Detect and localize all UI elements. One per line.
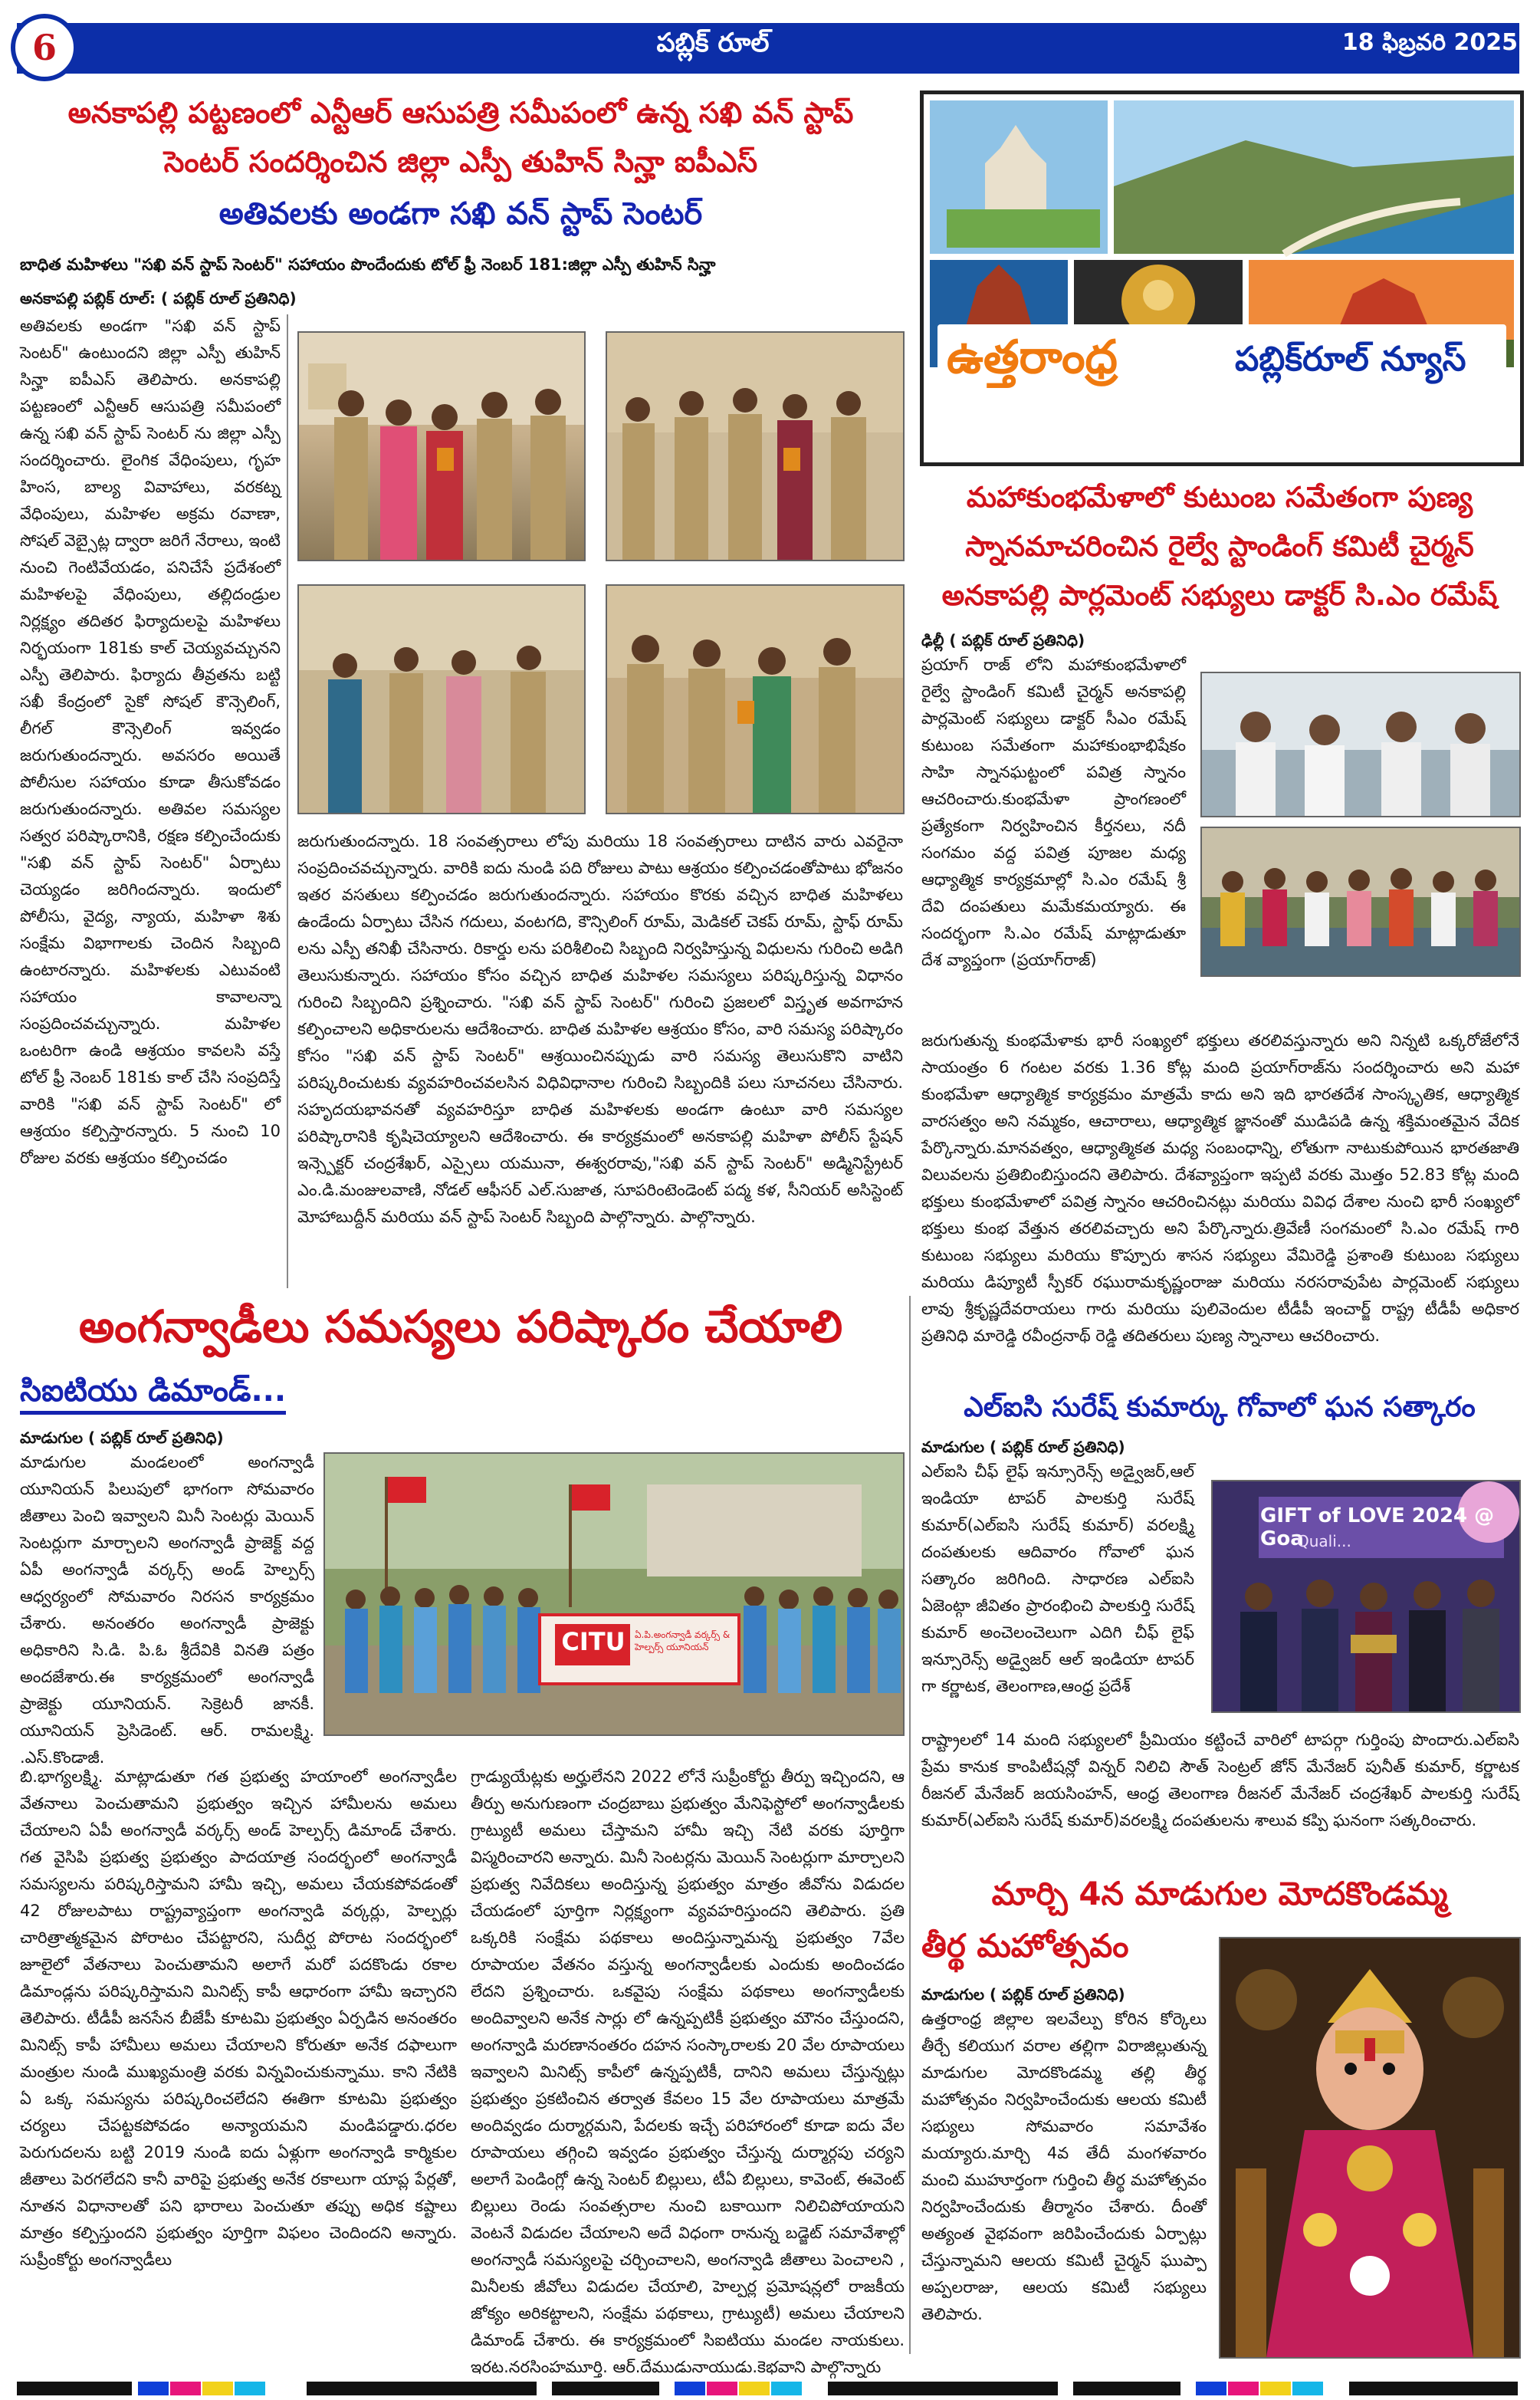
story3-dateline: మాడుగుల ( పబ్లిక్ రూల్ ప్రతినిధి) [20,1428,224,1447]
story1-photo-3 [297,584,586,814]
issue-date: 18 ఫిబ్రవరి 2025 [1341,29,1518,56]
footer-strip [1349,2382,1518,2395]
story3-column-right [471,1764,905,2376]
column-rule [287,314,288,1288]
story3-photo-protest [323,1452,905,1736]
story5-text: ఉత్తరాంధ్ర జిల్లాల ఇలవేల్పు కోరిన కోర్కెలు తీర్చే కలియుగ వరాల తల్లిగా విరాజిల్లుతున్న మాడుగుల మోదకొండమ్మ తల్లి తీర్థ మహోత్సవం నిర్వహించేందుకు ఆలయ కమిటీ సభ్యులు సోమవారం సమావేశం మయ్యారు.మార్చి 4వ తేదీ మంగళవారం మంచి ముహూర్తంగా గుర్తించి తీర్థ మహోత్సవం నిర్వహించేందుకు తీర్మానం చేశారు. దీంతో అత్యంత వైభవంగా జరిపించేందుకు ఏర్పాట్లు చేస్తున్నామని ఆలయ కమిటీ చైర్మన్ ఘుప్పా అప్పలరాజు, ఆలయ కమిటీ సభ్యులు తెలిపారు. [921,2010,1207,2323]
footer-strip [771,2382,802,2395]
goddess-idol-illustration [1220,1938,1519,2357]
story2-photo-1 [1200,672,1521,817]
story2-column-full [921,1027,1519,1365]
uttarandhra-brand-colored: ఉత్తరాంధ్ర [947,330,1118,384]
anganwadi-protest-illustration [325,1454,903,1734]
citu-banner-subtitle: ఏ.పి.అంగన్వాడీ వర్కర్స్ & హెల్పర్స్ యూనియన్ [635,1629,731,1652]
page-number: 6 [11,14,78,81]
story4-headline: ఎల్ఐసి సురేష్ కుమార్కు గోవాలో ఘన సత్కారం [964,1392,1476,1423]
citu-banner-title: CITU [561,1627,626,1656]
story3-text-right: గ్రాడ్యుయేట్లకు అర్హులేనని 2022 లోనే సుప్రీంకోర్టు తీర్పు ఇచ్చిందని, ఆ తీర్పు అనుగుణంగా చంద్రబాబు ప్రభుత్వం మేనిఫెస్టోలో అంగన్వాడీలకు గ్రాట్యుటీ అమలు చేస్తామని హామీ ఇచ్చి నేటి వరకు పూర్తిగా విస్మరించారని అన్నారు. మినీ సెంటర్లను మెయిన్ సెంటర్లుగా మార్చాలని ప్రభుత్వ నివేదికలు అందిస్తున్న ప్రభుత్వం మాత్రం జీవోను విడుదల చేయడంలో పూర్తిగా నిర్లక్ష్యంగా వ్యవహరిస్తుందని తెలిపారు. ప్రతి ఒక్కరికి సంక్షేమ పథకాలు అందిస్తున్నామన్న ప్రభుత్వం 7వేల రూపాయల వేతనం వస్తున్న అంగన్వాడీలకు ఎందుకు అందించడం లేదని ప్రశ్నించారు. ఒకవైపు సంక్షేమ పథకాలు అంగన్వాడీలకు అందివ్వాలని అనేక సార్లు లో ఉన్నప్పటికీ ప్రభుత్వం మౌనం చేస్తుందని, అంగన్వాడి మరణానంతరం దహన సంస్కారాలకు 20 వేల రూపాయలు ఇవ్వాలని మినిట్స్ కాపీలో ఉన్నప్పటికీ, దానిని అమలు చేస్తున్నట్లు ప్రభుత్వం ప్రకటించిన తర్వాత కేవలం 15 వేల రూపాయలు మాత్రమే అందివ్వడం దుర్మార్గమని, పేదలకు ఇచ్చే పరిహారంలో కూడా ఐదు వేల రూపాయలు తగ్గించి ఇవ్వడం ప్రభుత్వం చేస్తున్న దుర్మార్గపు చర్యని అలాగే పెండింగ్లో ఉన్న సెంటర్ బిల్లులు, టీఏ బిల్లులు, కావెంట్, ఈవెంట్ బిల్లులు రెండు సంవత్సరాల నుంచి బకాయిగా నిలిచిపోయాయని వెంటనే విడుదల చేయాలని అదే విధంగా రానున్న బడ్జెట్ సమావేశాల్లో అంగన్వాడీ సమస్యలపై చర్చించాలని, అంగన్వాడి జీతాలు పెంచాలని , మినీలకు జీవోలు విడుదల చేయాలి, హెల్పర్ల ప్రమోషన్లలో రాజకీయ జోక్యం అరికట్టాలని, సంక్షేమ పథకాలు, గ్రాట్యుటీ) అమలు చేయాలని డిమాండ్ చేశారు. ఈ కార్యక్రమంలో సిఐటియు మండల నాయకులు. ఇరట.నరసింహమూర్తి. ఆర్.దేముడునాయుడు.కెభవాని పాల్గొన్నారు [471,1767,905,2376]
story3-column-left [20,1764,457,2354]
story1-subhead: అతివలకు అండగా సఖి వన్ స్టాప్ సెంటర్ [218,196,703,232]
footer-strip [1073,2382,1180,2395]
story3-column-narrow [20,1449,314,1767]
officers-group-illustration [607,586,903,813]
footer-strip [307,2382,537,2395]
story1-text-right: జరుగుతుందన్నారు. 18 సంవత్సరాలు లోపు మరియు 18 సంవత్సరాలు దాటిన వారు ఎవరైనా సంప్రదించవచ్చున్నారు. వారికి ఐదు నుండి పది రోజులు పాటు ఆశ్రయం కల్పించడంతోపాటు భోజనం ఇతర వసతులు కల్పించడం జరుగుతుందన్నారు. సహాయం కొరకు వచ్చిన బాధిత మహిళలు ఉండేందు ఏర్పాటు చేసిన గదులు, వంటగది, కౌన్సిలింగ్ రూమ్, మెడికల్ చెకప్ రూమ్, స్టాఫ్ రూమ్ లను ఎస్పీ తనిఖీ చేసినారు. రికార్డు లను పరిశీలించి సిబ్బంది నిర్వహిస్తున్న విధులను గురించి అడిగి తెలుసుకున్నారు. సహాయం కోసం వచ్చిన బాధిత మహిళల సమస్యలు పరిష్కరిస్తున్న విధానం గురించి సిబ్బందిని ప్రశ్నించారు. "సఖి వన్ స్టాప్ సెంటర్" గురించి ప్రజలలో విస్తృత అవగాహన కల్పించాలని అధికారులను ఆదేశించారు. బాధిత మహిళల ఆశ్రయం కోసం, వారి సమస్య పరిష్కారం కోసం "సఖి వన్ స్టాప్ సెంటర్" ఆశ్రయించినప్పుడు వారి సమస్య తెలుసుకొని వాటిని పరిష్కరించుటకు వ్యవహరించవలసిన విధివిధానాల గురించి సిబ్బందికి పలు సూచనలు చేసినారు. సహృదయభావనతో వ్యవహరిస్తూ బాధిత మహిళలకు అండగా ఉంటూ వారి సమస్యల పరిష్కారానికి కృషిచెయ్యాలని ఆదేశించారు. ఈ కార్యక్రమంలో అనకాపల్లి మహిళా పోలీస్ స్టేషన్ ఇన్స్పెక్టర్ చంద్రశేఖర్, ఎస్సైలు యమునా, ఈశ్వరరావు,"సఖి వన్ స్టాప్ సెంటర్" అడ్మినిస్ట్రేటర్ ఎం.డి.మంజులవాణి, నోడల్ ఆఫీసర్ ఎల్.సుజాత, సూపరింటెండెంట్ పద్మ కళ, సీనియర్ అసిస్టెంట్ మోహాబుద్దీన్ మరియు వన్ స్టాప్ సెంటర్ సిబ్బంది పాల్గొన్నారు. పాల్గొన్నారు. [297,832,903,1226]
footer-strip [1292,2382,1323,2395]
footer-strip [1196,2382,1226,2395]
story1-headline-line1: అనకాపల్లి పట్టణంలో ఎన్టీఆర్ ఆసుపత్రి సమీపంలో ఉన్న సఖి వన్ స్టాప్ [67,96,854,130]
footer-strip [138,2382,169,2395]
story1-text-left: అతివలకు అండగా "సఖి వన్ స్టాప్ సెంటర్" ఉంటుందని జిల్లా ఎస్పీ తుహిన్ సిన్హా ఐపీఎస్ తెలిపారు. అనకాపల్లి పట్టణంలో ఎన్టీఆర్ ఆసుపత్రి సమీపంలో ఉన్న సఖి వన్ స్టాప్ సెంటర్ ను జిల్లా ఎస్పీ సందర్శించారు. లైంగిక వేధింపులు, గృహ హింస, బాల్య వివాహాలు, వరకట్న వేధింపులు, మహిళల అక్రమ రవాణా, సోషల్ వెబ్సైట్ల ద్వారా జరిగే నేరాలు, ఇంటి నుంచి గెంటివేయడం, పనిచేసే ప్రదేశంలో మహిళలపై వేధింపులు, తల్లిదండ్రుల నిర్లక్ష్యం తదితర ఫిర్యాదులపై మహిళలు నిర్భయంగా 181కు కాల్ చెయ్యవచ్చునని ఎస్పీ తెలిపారు. ఫిర్యాదు తీవ్రతను బట్టి సఖీ కేంద్రంలో సైకో సోషల్ కౌన్సెలింగ్, లీగల్ కౌన్సెలింగ్ ఇవ్వడం జరుగుతుందన్నారు. అవసరం అయితే పోలీసుల సహాయం కూడా తీసుకోవడం జరుగుతుందన్నారు. అతివల సమస్యల సత్వర పరిష్కారానికి, రక్షణ కల్పించేందుకు "సఖి వన్ స్టాప్ సెంటర్" ఏర్పాటు చెయ్యడం జరిగిందన్నారు. ఇందులో పోలీసు, వైద్య, న్యాయ, మహిళా శిశు సంక్షేమ విభాగాలకు చెందిన సిబ్బంది ఉంటారన్నారు. మహిళలకు ఎటువంటి సహాయం కావాలన్నా సంప్రదించవచ్చున్నారు. మహిళల ఒంటరిగా ఉండి ఆశ్రయం కావలసి వస్తే టోల్ ఫ్రీ నెంబర్ 181కు కాల్ చేసి సంప్రదిస్తే వారికి "సఖి వన్ స్టాప్ సెంటర్" లో ఆశ్రయం కల్పిస్తారన్నారు. 5 నుంచి 10 రోజుల వరకు ఆశ్రయం కల్పించడం [20,317,281,1167]
story1-photo-2 [606,331,905,561]
kumbh-group-illustration [1202,828,1519,975]
footer-strip [552,2382,659,2395]
officers-group-illustration [299,586,584,813]
story2-text-full: జరుగుతున్న కుంభమేళాకు భారీ సంఖ్యలో భక్తులు తరలివస్తున్నారు అని నిన్నటి ఒక్కరోజేలోనే సాయంత్రం 6 గంటల వరకు 1.36 కోట్ల మంది ప్రయాగ్‌రాజ్‌ను సందర్శించారు అని మహా కుంభమేళా ఆధ్యాత్మిక కార్యక్రమం మాత్రమే కాదు అని ఇది భారతదేశ సాంస్కృతిక, ఆధ్యాత్మిక వారసత్వం అని నమ్మకం, ఆచారాలు, ఆధ్యాత్మిక జ్ఞానంతో ముడిపడి ఉన్న శక్తిమంతమైన వేదిక పేర్కొన్నారు.మానవత్వం, ఆధ్యాత్మికత మధ్య సంబంధాన్ని, లోతుగా నాటుకుపోయిన భారతజాతి విలువలను ప్రతిబింబిస్తుందని తెలిపారు. దేశవ్యాప్తంగా ఇప్పటి వరకు మొత్తం 52.83 కోట్ల మంది భక్తులు కుంభమేళాలో పవిత్ర స్నానం ఆచరించినట్లు మరియు వివిధ దేశాల నుంచి భారీ సంఖ్యలో భక్తులు కుంభ వేత్తున తరలివచ్చారు అని పేర్కొన్నారు.త్రివేణీ సంగమంలో సి.ఎం రమేష్ గారి కుటుంబ సభ్యులు మరియు కొప్పూరు శాసన సభ్యులు వేమిరెడ్డి ప్రశాంతి కుటుంబ సభ్యులు మరియు డిప్యూటీ స్పీకర్ రఘురామకృష్ణంరాజు మరియు నరసరావుపేట పార్లమెంట్ సభ్యులు లావు శ్రీకృష్ణదేవరాయలు గారు మరియు పులివెందుల టీడీపీ ఇంచార్జ్ రాష్ట్ర టీడీపీ అధికార ప్రతినిధి మారెడ్డి రవీంద్రనాథ్ రెడ్డి తదితరులు పుణ్య స్నానాలు ఆచరించారు. [921,1031,1519,1345]
story5-headline-line1: మార్చి 4న మాడుగుల మోదకొండమ్మ [991,1875,1448,1912]
story4-text-full: రాష్ట్రాలలో 14 మంది సభ్యులలో ప్రీమియం కట్టించే వారిలో టాపర్గా గుర్తింపు పొందారు.ఎల్ఐసి ప్రేమ కానుక కాంపిటీషన్లో విన్నర్ నిలిచి సౌత్ సెంట్రల్ జోన్ మేనేజర్ పునీత్ కుమార్, కర్ణాటక రీజనల్ మేనేజర్ జయసింహన్, ఆంధ్ర తెలంగాణ రీజనల్ మేనేజర్ చంద్రశేఖర్ పాలకుర్తి సురేష్ కుమార్(ఎల్ఐసి సురేష్ కుమార్)వరలక్ష్మి దంపతులను శాలువ కప్పి ఘనంగా సత్కరించారు. [921,1731,1519,1830]
uttarandhra-news-box [920,90,1524,466]
story5-photo-goddess [1219,1937,1521,2359]
officers-group-illustration [607,333,903,560]
footer-strip [675,2382,705,2395]
story1-column-left [20,313,281,1294]
column-rule [909,1296,911,2354]
story1-kicker: బాధిత మహిళలు "సఖి వన్ స్టాప్ సెంటర్" సహాయం పొందేందుకు టోల్ ఫ్రీ నెంబర్ 181:జిల్లా ఎస్పీ తుహిన్ సిన్హా [20,255,716,274]
story2-column-narrow [921,652,1186,1027]
story1-dateline: అనకాపల్లి పబ్లిక్ రూల్: ( పబ్లిక్ రూల్ ప్రతినిధి) [20,289,297,307]
story4-text-narrow: ఎల్ఐసి చీఫ్ లైఫ్ ఇన్సూరెన్స్ అడ్వైజర్,ఆల్ ఇండియా టాపర్ పాలకుర్తి సురేష్ కుమార్(ఎల్ఐసి సురేష్ కుమార్) వరలక్ష్మి దంపతులకు ఆదివారం గోవాలో ఘన సత్కారం జరిగింది. సాధారణ ఎల్ఐసి ఏజెంట్గా జీవితం ప్రారంభించి పాలకుర్తి సురేష్ కుమార్ అంచెలంచెలుగా ఎదిగి చీఫ్ లైఫ్ ఇన్సూరెన్స్ అడ్వైజర్ ఆల్ ఇండియా టాపర్ గా కర్ణాటక, తెలంగాణ,ఆంధ్ర ప్రదేశ్ [921,1462,1194,1695]
footer-strip [739,2382,770,2395]
footer-strip [17,2382,132,2395]
story2-headline-line3: అనకాపల్లి పార్లమెంట్ సభ్యులు డాక్టర్ సి.ఎం రమేష్ [941,579,1498,612]
story1-photo-4 [606,584,905,814]
uttarandhra-brand-bar [937,324,1506,393]
story2-dateline: ఢిల్లీ ( పబ్లిక్ రూల్ ప్రతినిధి) [921,631,1085,649]
story2-text-narrow: ప్రయాగ్ రాజ్ లోని మహాకుంభమేళాలో రైల్వే స్టాండింగ్ కమిటీ చైర్మన్ అనకాపల్లి పార్లమెంట్ సభ్యులు డాక్టర్ సీఎం రమేష్ కుటుంబ సమేతంగా మహాకుంభాభిషేకం సాహి స్నానఘట్టంలో పవిత్ర స్నానం ఆచరించారు.కుంభమేళా ప్రాంగణంలో ప్రత్యేకంగా నిర్వహించిన కీర్తనలు, నదీ సంగమం వద్ద పవిత్ర పూజల మధ్య ఆధ్యాత్మిక కార్యక్రమాల్లో సి.ఎం రమేష్ శ్రీ దేవి దంపతులు మమేకమయ్యారు. ఈ సందర్భంగా సి.ఎం రమేష్ మాట్లాడుతూ దేశ వ్యాప్తంగా (ప్రయాగ్‌రాజ్‌) [921,656,1186,969]
story4-column-full [921,1727,1519,1865]
lic-banner-text: GIFT of LOVE 2024 @ Goa [1260,1504,1495,1550]
footer-strip [235,2382,265,2395]
story3-headline: అంగన్వాడీలు సమస్యలు పరిష్కారం చేయాలి [78,1300,843,1353]
footer-strip [170,2382,201,2395]
story5-headline-line2: తీర్థ మహోత్సవం [921,1927,1129,1964]
story1-photo-1 [297,331,586,561]
story5-column [921,2006,1207,2359]
footer-strip [707,2382,737,2395]
story1-headline-line2: సెంటర్ సందర్శించిన జిల్లా ఎస్పీ తుహిన్ సిన్హా ఐపీఎస్ [163,145,758,179]
story1-column-right [297,828,903,1288]
story3-text-narrow: మాడుగుల మండలంలో అంగన్వాడీ యూనియన్ పిలుపులో భాగంగా సోమవారం జీతాలు పెంచి ఇవ్వాలని మినీ సెంటర్లు మెయిన్ సెంటర్లుగా మార్చాలని అంగన్వాడీ ప్రాజెక్ట్ వద్ద ఏపీ అంగన్వాడీ వర్కర్స్ అండ్ హెల్పర్స్ ఆధ్వర్యంలో సోమవారం నిరసన కార్యక్రమం చేశారు. అనంతరం అంగన్వాడీ ప్రాజెక్టు అధికారిని సి.డి. పి.ఓ శ్రీదేవికి వినతి పత్రం అందజేశారు.ఈ కార్యక్రమంలో అంగన్వాడీ ప్రాజెక్టు యూనియన్. సెక్రెటరీ జానకీ. యూనియన్ ప్రెసిడెంట్. ఆర్. రామలక్ష్మి. .ఎస్.కొండాజీ. [20,1453,314,1767]
story2-headline-line1: మహాకుంభమేళాలో కుటుంబ సమేతంగా పుణ్య [966,481,1473,514]
footer-strip [1260,2382,1291,2395]
footer-strip [202,2382,233,2395]
officers-group-illustration [299,333,584,560]
story4-column-narrow [921,1458,1194,1727]
story3-text-left: బి.భాగ్యలక్ష్మి. మాట్లాడుతూ గత ప్రభుత్వ హయాంలో అంగన్వాడీల వేతనాలు పెంచుతామని ప్రభుత్వం ఇచ్చిన హామీలను అమలు చేయాలని ఏపీ అంగన్వాడీ వర్కర్స్ అండ్ హెల్పర్స్ డిమాండ్ చేశారు. గత వైసిపి ప్రభుత్వ ప్రభుత్వం పాదయాత్ర సందర్భంలో అంగన్వాడీ సమస్యలను పరిష్కరిస్తామని హామీ ఇచ్చి, అమలు చేయకపోవడంతో 42 రోజులపాటు రాష్ట్రవ్యాప్తంగా అంగన్వాడి వర్కర్లు, హెల్పర్లు చారిత్రాత్మకమైన పోరాటం చేపట్టారని, సుదీర్ఘ పోరాట సందర్భంలో జూలైలో వేతనాలు పెంచుతామని అలాగే మరో పదకొండు రకాల డిమాండ్లను పరిష్కరిస్తామని మినిట్స్ కాపీ ఆధారంగా హామీ ఇచ్చారని తెలిపారు. టీడీపీ జనసేన బీజేపీ కూటమి ప్రభుత్వం ఏర్పడిన అనంతరం మినిట్స్ కాపీ హామీలు అమలు చేయాలని కోరుతూ అనేక దఫాలుగా మంత్రుల నుండి ముఖ్యమంత్రి వరకు విన్నవించుకున్నాము. కాని నేటికి ఏ ఒక్క సమస్యను పరిష్కరించలేదని ఈతిగా కూటమి ప్రభుత్వం చర్యలు చేపట్టకపోవడం అన్యాయమని మండిపడ్డారు.ధరల పెరుగుదలను బట్టి 2019 నుండి ఐదు ఏళ్లుగా అంగన్వాడి కార్మికుల జీతాలు పెరగలేదని కానీ వారిపై ప్రభుత్వ అనేక రకాలుగా యాప్ల పేర్లతో, నూతన విధానాలతో పని భారాలు పెంచుతూ తప్పు అధిక కష్టాలు మాత్రం కల్పిస్తుందని ప్రభుత్వం పూర్తిగా విఫలం చెందిందని అన్నారు. సుప్రీంకోర్టు అంగన్వాడీలు [20,1767,457,2269]
story5-dateline: మాడుగుల ( పబ్లిక్ రూల్ ప్రతినిధి) [921,1985,1125,2004]
kumbh-family-illustration [1202,673,1519,816]
story4-photo-felicitation [1211,1480,1521,1713]
footer-strip [828,2382,1058,2395]
uttarandhra-brand-text: పబ్లిక్‌రూల్ న్యూస్ [1235,340,1466,379]
story4-dateline: మాడుగుల ( పబ్లిక్ రూల్ ప్రతినిధి) [921,1438,1125,1456]
story2-photo-2 [1200,827,1521,977]
lic-banner-subtext: Quali... [1297,1532,1351,1550]
story2-headline-line2: స్నానమాచరించిన రైల్వే స్టాండింగ్ కమిటీ చైర్మన్ [965,530,1474,563]
story3-subhead: సిఐటియు డిమాండ్... [20,1371,286,1415]
paper-name: పబ్లిక్ రూల్ [656,28,770,58]
footer-strip [1228,2382,1259,2395]
footer-colour-strips [0,2377,1540,2400]
